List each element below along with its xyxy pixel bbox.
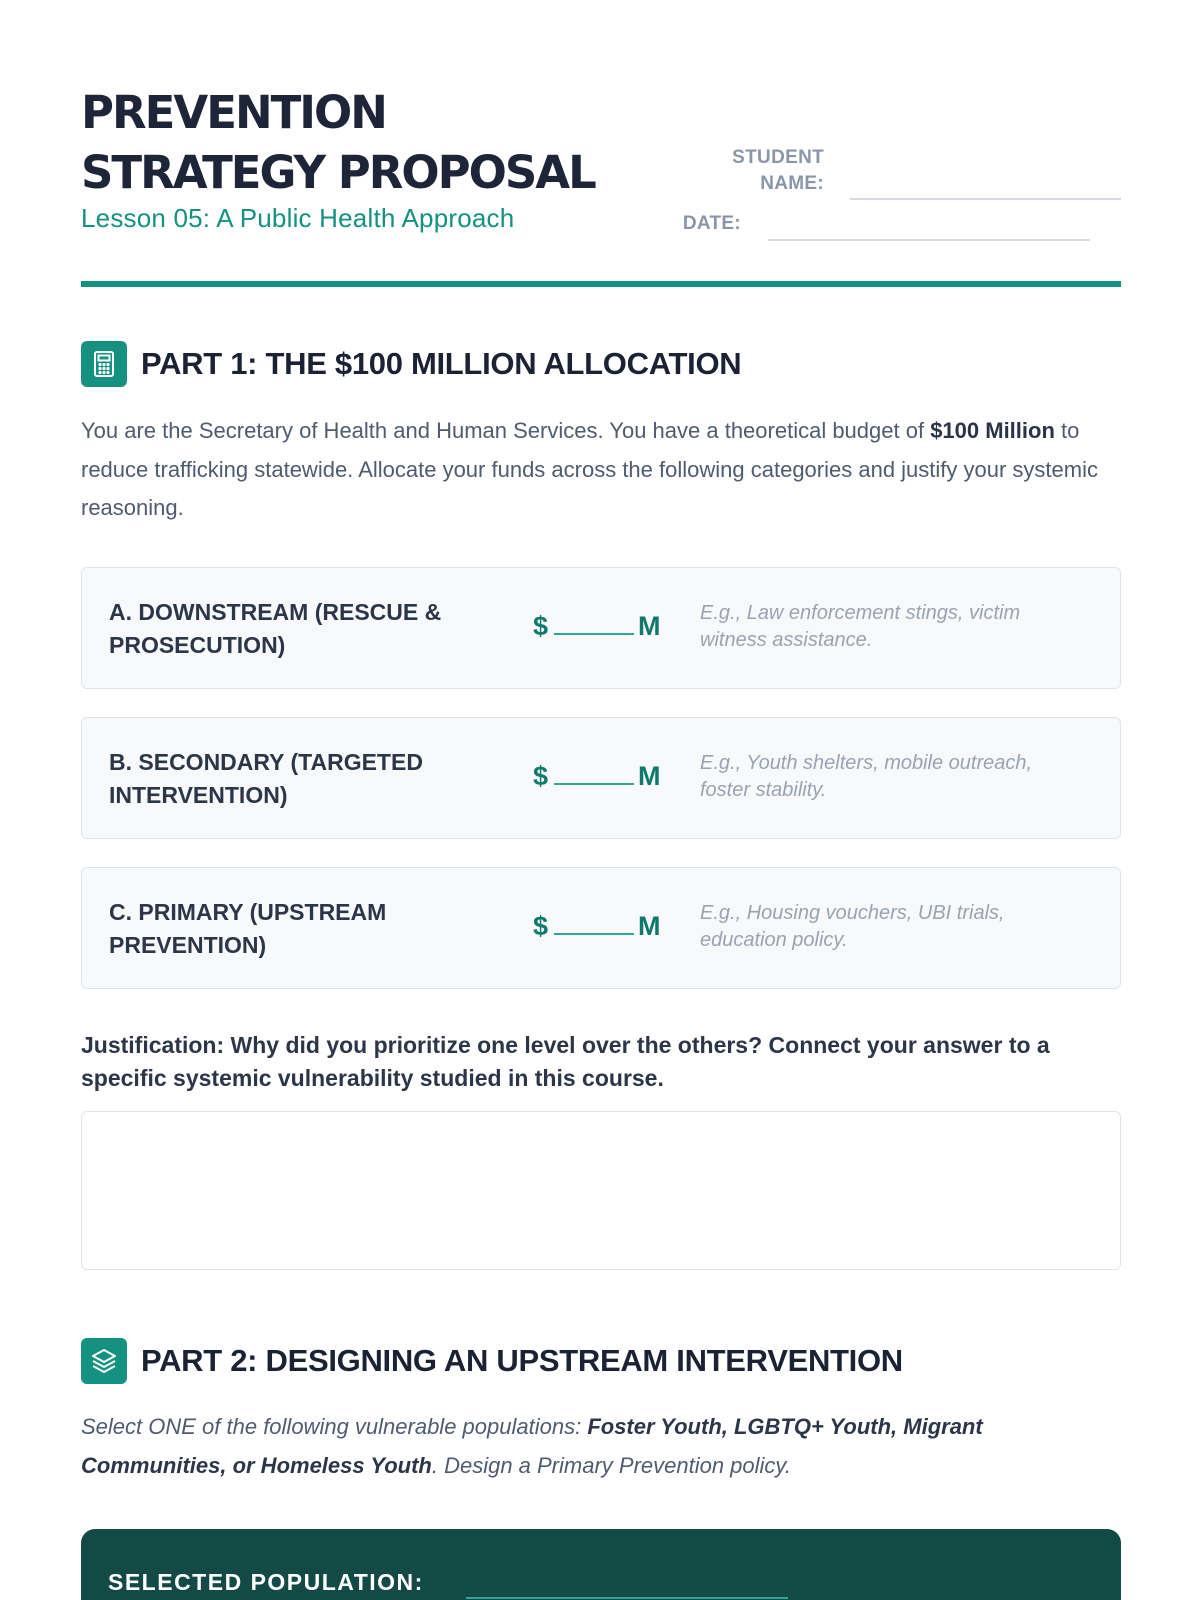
amount-input[interactable] [554,783,634,785]
page-title [81,83,595,203]
allocation-label: B. SECONDARY (TARGETED INTERVENTION) [109,749,423,808]
calculator-icon [81,341,127,387]
title-line-1: PREVENTION [81,86,386,139]
part2-intro [81,1408,1121,1485]
selected-population-panel [81,1529,1121,1600]
population-options: Foster Youth, LGBTQ+ Youth, Migrant Communities, or Homeless Youth [81,1414,983,1478]
currency-symbol: $ [533,911,549,941]
student-name-label [671,145,824,197]
allocation-example: E.g., Housing vouchers, UBI trials, education policy. [700,902,1005,951]
amount-input[interactable] [554,633,634,635]
allocation-amount [533,611,661,642]
allocation-label: A. DOWNSTREAM (RESCUE & PROSECUTION) [109,599,442,658]
budget-amount: $100 Million [930,418,1055,443]
student-name-label-line-1: STUDENT [732,147,824,168]
part2-intro-text: Select ONE of the following vulnerable populations: [81,1414,588,1439]
layers-icon [81,1338,127,1384]
unit-label: M [638,911,661,941]
selected-population-field[interactable] [466,1597,788,1599]
worksheet-header [81,83,1121,289]
amount-input[interactable] [554,933,634,935]
allocation-example: E.g., Law enforcement stings, victim witness assistance. [700,602,1021,651]
unit-label: M [638,761,661,791]
justification-answer-box[interactable] [81,1111,1121,1270]
currency-symbol: $ [533,761,549,791]
part2-heading [81,1338,903,1384]
justification-prompt: Justification: Why did you prioritize one level over the others? Connect your answer to a specific systemic vulnerability studied in this course. [81,1032,1050,1091]
allocation-label: C. PRIMARY (UPSTREAM PREVENTION) [109,899,387,958]
date-label: DATE: [682,213,741,234]
allocation-row-downstream [81,567,1121,689]
allocation-row-primary [81,867,1121,989]
student-name-label-line-2: NAME: [760,173,824,194]
part1-heading [81,341,741,387]
student-name-field[interactable] [850,198,1121,200]
part1-intro-text: You are the Secretary of Health and Human Services. You have a theoretical budget of [81,418,931,443]
selected-population-label: SELECTED POPULATION: [108,1569,424,1595]
currency-symbol: $ [533,611,549,641]
part1-title: PART 1: THE $100 MILLION ALLOCATION [141,346,742,381]
allocation-example: E.g., Youth shelters, mobile outreach, foster stability. [700,752,1033,801]
allocation-row-secondary [81,717,1121,839]
lesson-subtitle: Lesson 05: A Public Health Approach [81,203,515,233]
header-divider [81,281,1121,287]
title-line-2: STRATEGY PROPOSAL [81,146,595,199]
date-field[interactable] [768,239,1090,241]
allocation-amount [533,761,661,792]
part2-intro-text-end: . Design a Primary Prevention policy. [431,1452,791,1478]
part1-intro-text-end: to reduce trafficking statewide. Allocate your funds across the following categories and justify your systemic reasoning. [81,418,1098,520]
part2-title: PART 2: DESIGNING AN UPSTREAM INTERVENTION [141,1343,903,1378]
part1-intro [81,412,1121,528]
unit-label: M [638,611,661,641]
allocation-amount [533,911,661,942]
